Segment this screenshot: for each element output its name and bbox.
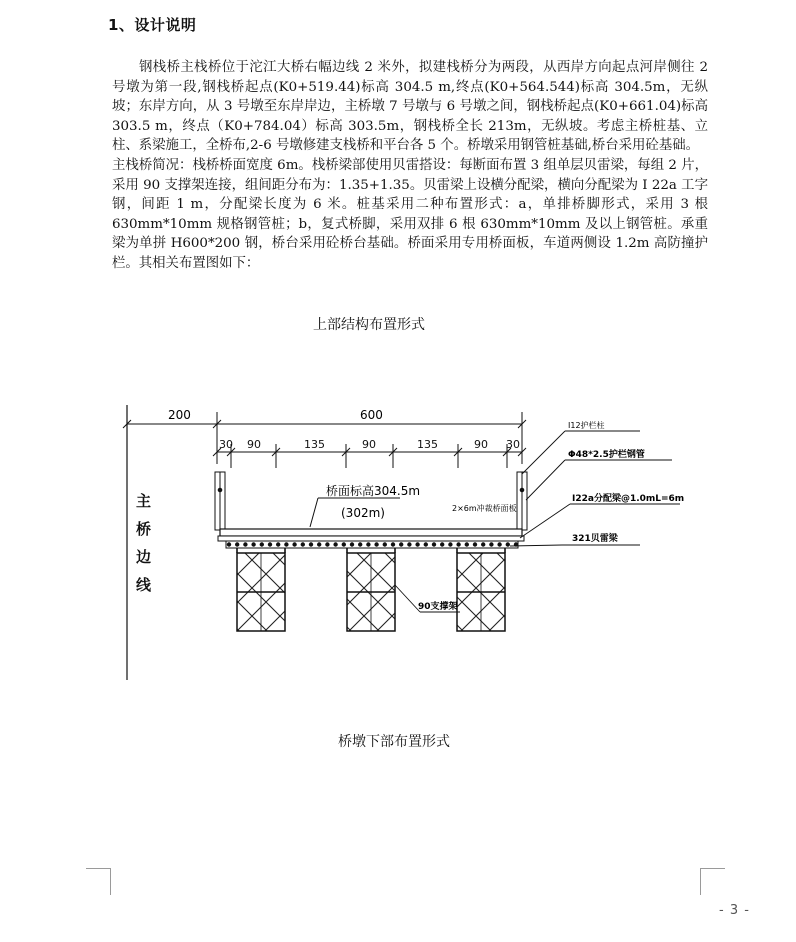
dim-segment: 135 [304,438,325,451]
elevation-leader [310,498,318,527]
callout-bailey: 321贝雷梁 [572,534,618,544]
bailey-joint-dot [292,542,296,546]
bailey-joint-dot [366,542,370,546]
page-number: - 3 - [719,903,750,918]
bailey-joint-dot [465,542,469,546]
bailey-joint-dot [358,542,362,546]
bailey-joint-dot [309,542,313,546]
bailey-joint-dot [497,542,501,546]
callout-guardrail: I12护栏柱 [568,421,605,430]
dim-segment: 30 [219,438,233,451]
dim-total-label: 600 [360,408,383,422]
dim-segment: 90 [247,438,261,451]
bailey-joint-dot [268,542,272,546]
edge-line-label [136,492,152,594]
bailey-joint-dot [473,542,477,546]
bailey-joint-dot [383,542,387,546]
pile-column-middle [347,553,395,631]
bailey-joint-dot [284,542,288,546]
bailey-joint-dot [506,542,510,546]
bailey-joint-dot [342,542,346,546]
pile-column-left [237,553,285,631]
callout-bracing: 90支撑架 [418,602,458,612]
bailey-joint-dot [227,542,231,546]
bailey-joint-dot [440,542,444,546]
deck-plate [220,529,522,536]
bailey-joint-dot [235,542,239,546]
bailey-joint-dot [276,542,280,546]
paragraph-2: 主栈桥简况：栈桥桥面宽度 6m。栈桥梁部使用贝雷搭设：每断面布置 3 组单层贝雷梁，每组 2 片，采用 90 支撑架连接，组间距分布为：1.35+1.35。贝雷梁上设横分配梁，横向分配梁为 I 22a 工字钢，间距 1 m，分配梁长度为 6 米。桩基采用二种布置形式：a，单排桥脚形式，采用 3 根 630mm*10mm 规格钢管桩；b，复式桥脚，采用双排 6 根 630mm*10mm 及以上钢管桩。承重梁为单拼 H600*200 钢，桥台采用砼桥台基础。桥面采用专用桥面板，车道两侧设 1.2m 高防撞护栏。其相关布置图如下： [112,157,708,271]
bailey-joint-dot [374,542,378,546]
bailey-joint-dot [415,542,419,546]
edge-label-char: 边 [136,548,152,566]
deck-elevation-sub-label: (302m) [341,506,385,520]
section-heading: 1、设计说明 [108,16,197,34]
caption-upper-structure: 上部结构布置形式 [313,317,425,333]
dim-segment-labels [219,438,520,451]
edge-label-char: 桥 [136,520,152,538]
bailey-joint-dot [489,542,493,546]
dim-segment: 30 [506,438,520,451]
guardrail-posts [215,472,527,530]
callout-cross-beam: I22a分配梁@1.0mL=6m [572,494,685,504]
paragraph-1: 钢栈桥主栈桥位于沱江大桥右幅边线 2 米外，拟建栈桥分为两段，从西岸方向起点河岸侧往 2 号墩为第一段,钢栈桥起点(K0+519.44)标高 304.5 m,终点(K0+564.544)标高 304.5m，无纵坡；东岸方向，从 3 号墩至东岸岸边，主桥墩 7 号墩与 6 号墩之间，钢栈桥起点(K0+661.04)标高 303.5 m，终点（K0+784.04）标高 303.5m，钢栈桥全长 213m，无纵坡。考虑主桥桩基、立柱、系梁施工，全桥布,2-6 号墩修建支栈桥和平台各 5 个。桥墩采用钢管桩基础,桥台采用砼基础。 [112,60,708,154]
cross-beam [218,536,524,541]
dim-segment: 90 [474,438,488,451]
bailey-joint-dot [325,542,329,546]
bailey-joint-dot [424,542,428,546]
bailey-joint-dot [350,542,354,546]
pile-column-right [457,553,505,631]
deck-elevation-label: 桥面标高304.5m [326,484,421,498]
bailey-joint-dot [399,542,403,546]
bailey-joint-dot [407,542,411,546]
bailey-joint-dot [317,542,321,546]
edge-label-char: 主 [136,492,152,510]
dim-segment: 135 [417,438,438,451]
bailey-joint-dot [391,542,395,546]
dim-offset-label: 200 [168,408,191,422]
page-corner-mark-right [700,868,725,895]
dim-segment: 90 [362,438,376,451]
bailey-joint-dot [260,542,264,546]
page-corner-mark-left [86,868,111,895]
bailey-joint-dot [481,542,485,546]
caption-pier-structure: 桥墩下部布置形式 [338,734,450,750]
bailey-joint-dot [251,542,255,546]
bailey-joint-dot [432,542,436,546]
bailey-joint-dot [333,542,337,546]
bailey-joint-dot [448,542,452,546]
bailey-joint-dot [301,542,305,546]
callout-rail-pipe: Φ48*2.5护栏钢管 [568,450,645,460]
bailey-joint-dot [456,542,460,546]
edge-label-char: 线 [136,576,152,594]
bailey-joint-dot [243,542,247,546]
deck-plate-label: 2×6m冲裁桥面板 [452,504,517,513]
